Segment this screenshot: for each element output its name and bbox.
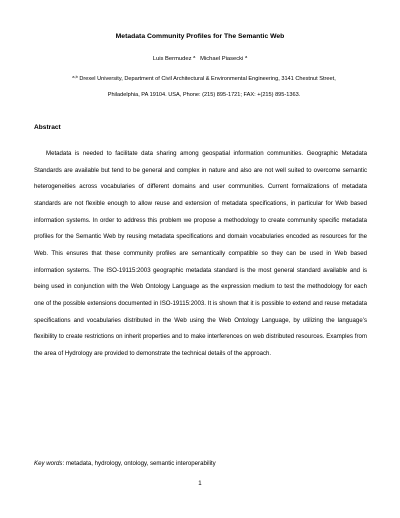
keywords-list: : metadata, hydrology, ontology, semantic interoperability [62, 460, 216, 467]
affiliation-mark: a,b [72, 74, 78, 79]
author-affiliation-mark: a [244, 54, 248, 59]
abstract-body: Metadata is needed to facilitate data sharing among geospatial information communities. Geographic Metadata Standards are available but tend to be general and complex in nature and also are not well suited to overcome semantic heterogeneities across vocabularies of different domains and user communities. Current formalizations of metadata standards are not flexible enough to allow reuse and extension of metadata specifications, in particular for Web based information systems. In order to address this problem we propose a methodology to create community specific metadata profiles for the Semantic Web by reusing metadata specifications and domain vocabularies encoded as resources for the Web. This ensures that these community profiles are semantically compatible so they can be used in Web based information systems. The ISO-19115:2003 geographic metadata standard is the most general standard available and is being used in conjunction with the Web Ontology Language as the expression medium to test the methodology for each one of the possible extensions documented in ISO-19115:2003. It is shown that it is possible to extend and reuse metadata specifications and vocabularies distributed in the Web using the Web Ontology Language, by utilizing the language’s flexibility to create restrictions on inherit properties and to make interferences on web distributed resources. Examples from the area of Hydrology are provided to demonstrate the technical details of the approach. [34, 150, 367, 357]
author-name: Luis Bermudez [152, 56, 192, 62]
author-affiliation-mark: a [193, 54, 196, 59]
affiliation-line-2: Philadelphia, PA 19104. USA, Phone: (215) 895-1721; FAX: +(215) 895-1363. [107, 92, 301, 98]
paper-title: Metadata Community Profiles for The Semantic Web [115, 33, 285, 40]
author-list [0, 54, 400, 62]
affiliation-line-1 [48, 69, 360, 87]
page-number: 1 [198, 480, 202, 487]
abstract-heading: Abstract [34, 124, 61, 131]
author-name: Michael Piasecki [200, 56, 244, 62]
affiliation-address: Drexel University, Department of Civil Architectural & Environmental Engineering, 3141 Chestnut Street, [79, 76, 336, 82]
keywords-label: Key words [34, 460, 63, 467]
affiliation [48, 69, 360, 103]
keywords [34, 460, 367, 467]
